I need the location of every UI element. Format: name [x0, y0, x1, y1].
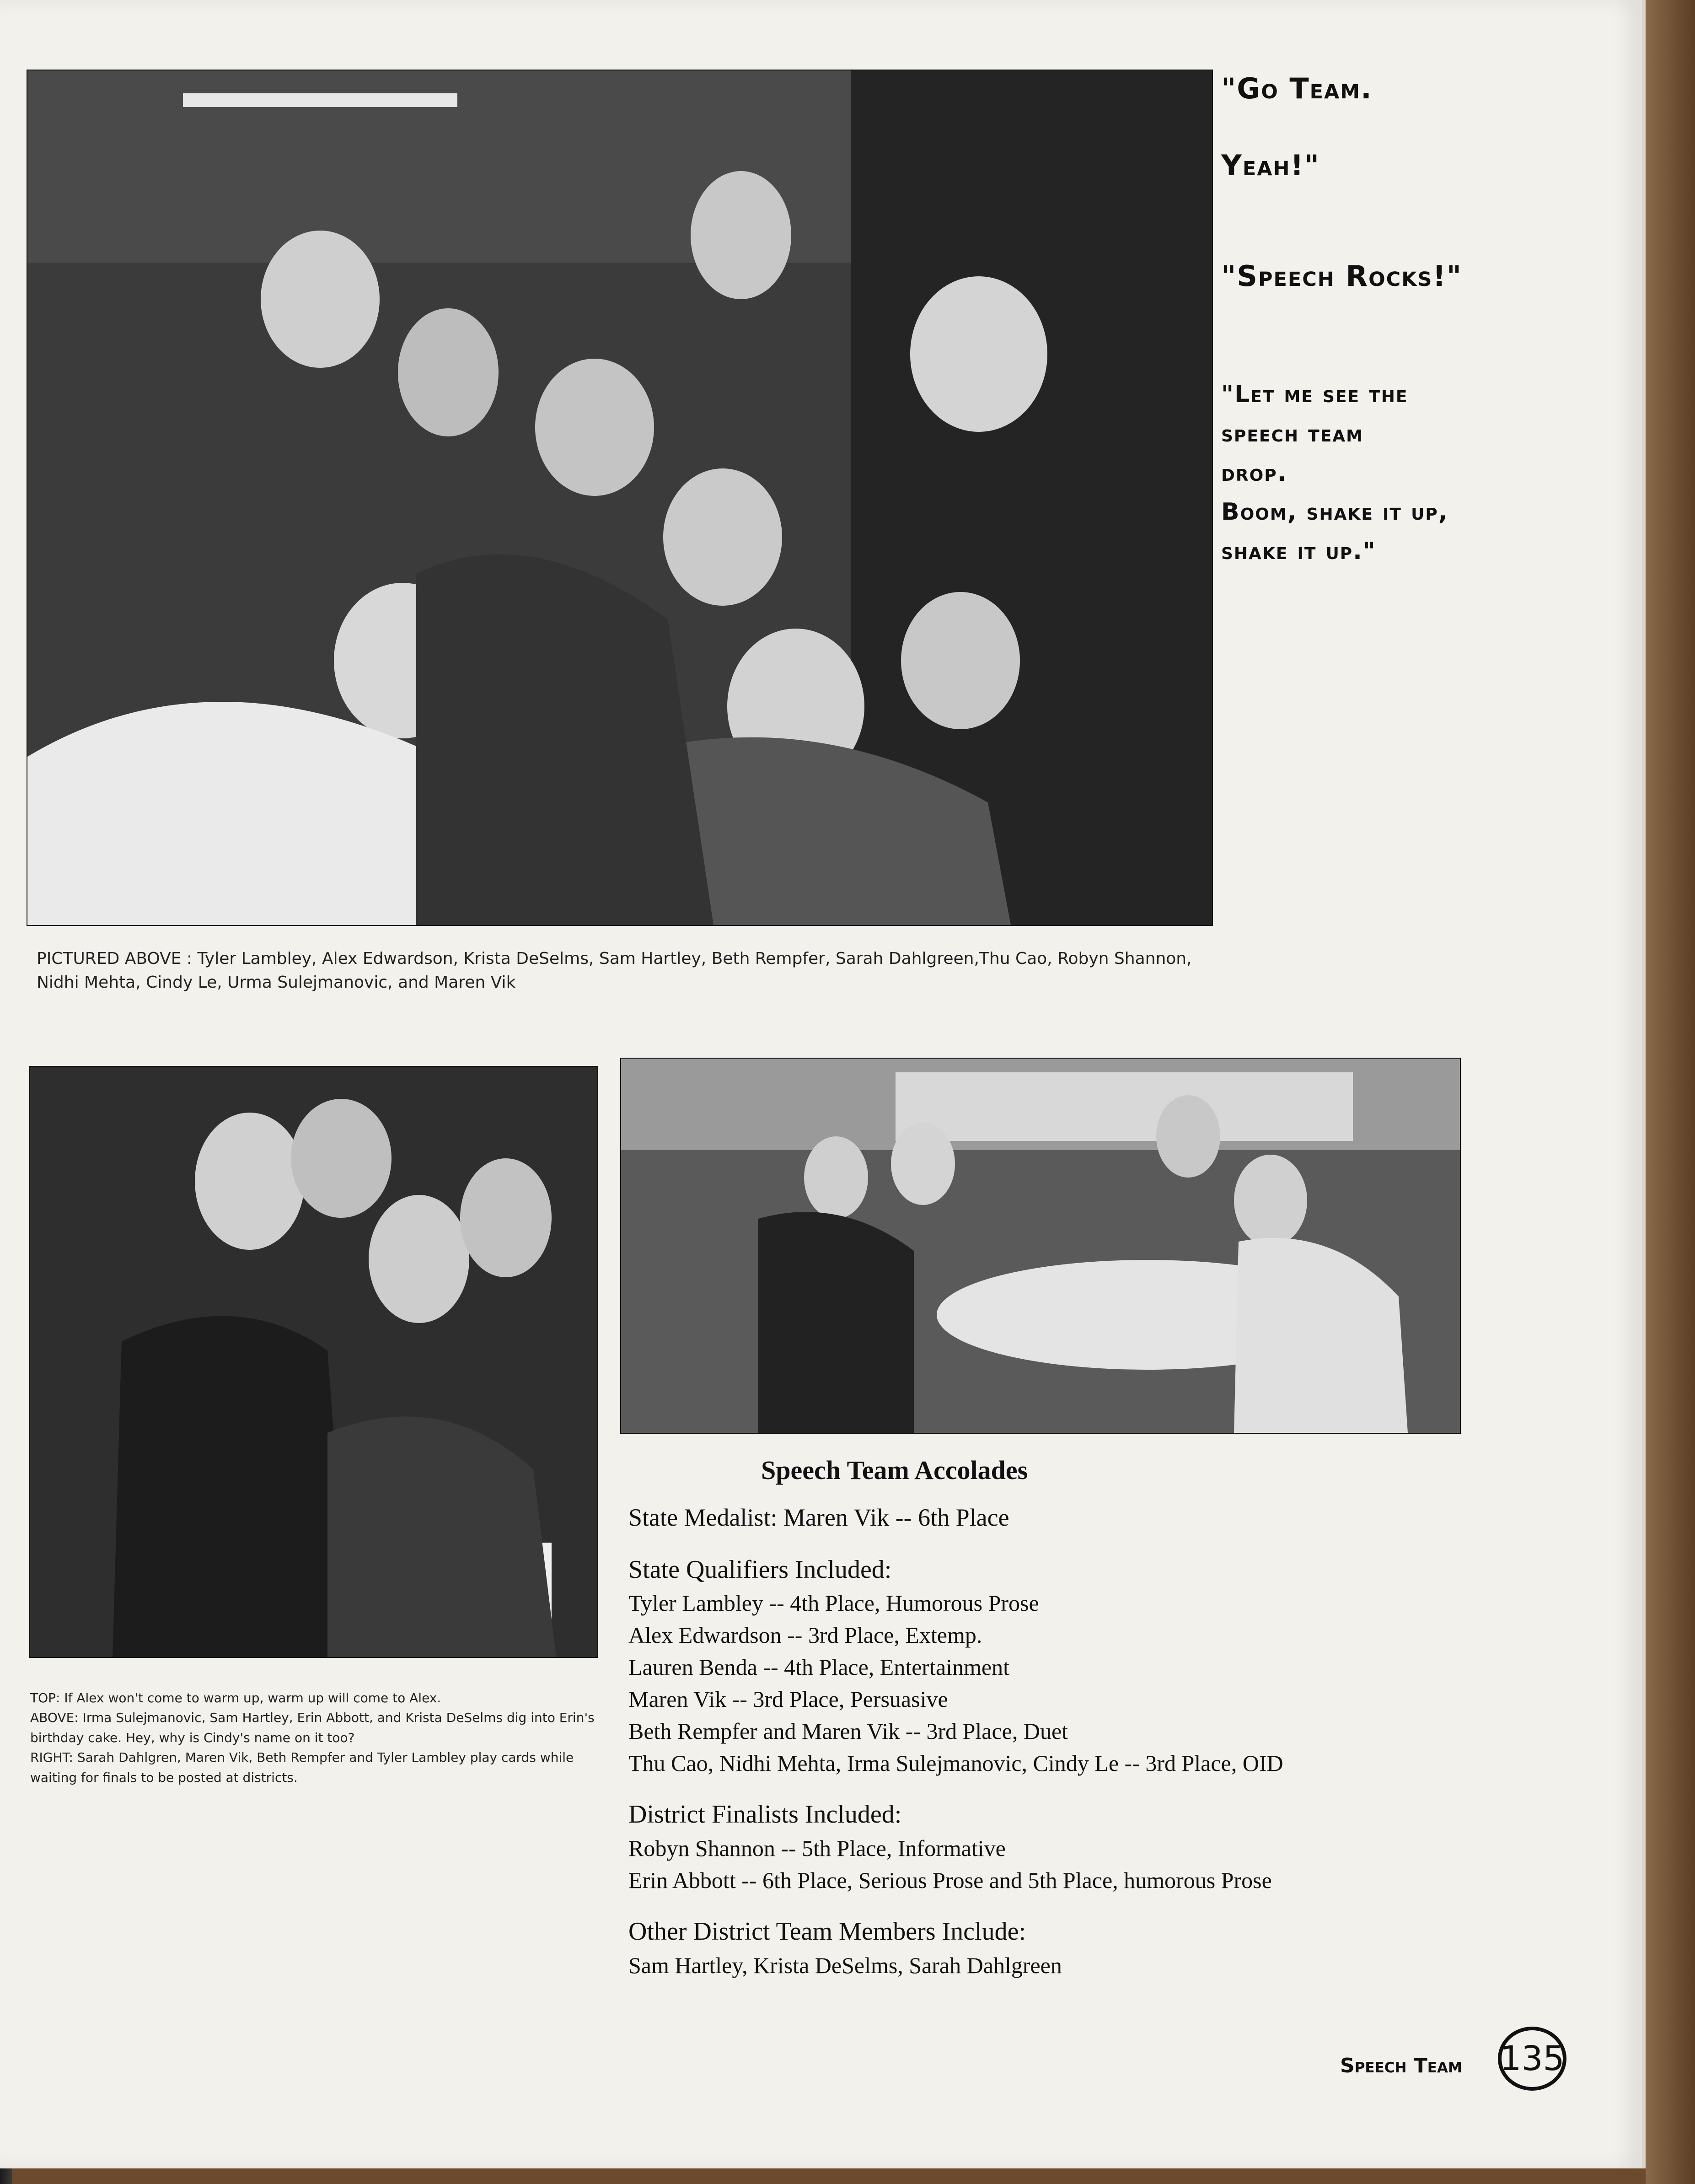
side-captions — [30, 1688, 602, 1787]
other-members-heading: Other District Team Members Include: — [628, 1917, 1026, 1946]
state-medalist: State Medalist: Maren Vik -- 6th Place — [628, 1504, 1009, 1531]
birthday-cake-photo — [29, 1066, 598, 1658]
list-item: Alex Edwardson -- 3rd Place, Extemp. — [628, 1622, 982, 1648]
accolades-section — [628, 1455, 1497, 1981]
quote-yeah: Yeah!" — [1221, 149, 1320, 182]
accolades-title: Speech Team Accolades — [761, 1455, 1028, 1485]
list-item: Thu Cao, Nidhi Mehta, Irma Sulejmanovic, Cindy Le -- 3rd Place, OID — [628, 1750, 1283, 1776]
quote-speech-rocks: "Speech Rocks!" — [1221, 259, 1463, 293]
list-item: Robyn Shannon -- 5th Place, Informative — [628, 1835, 1006, 1861]
other-members-list: Sam Hartley, Krista DeSelms, Sarah Dahlgreen — [628, 1952, 1062, 1978]
list-item: Erin Abbott -- 6th Place, Serious Prose and 5th Place, humorous Prose — [628, 1867, 1272, 1894]
caption-top: TOP: If Alex won't come to warm up, warm up will come to Alex. — [30, 1690, 441, 1705]
page-number: 135 — [1498, 2027, 1566, 2091]
quote-go-team: "Go Team. — [1221, 72, 1373, 105]
list-item: Tyler Lambley -- 4th Place, Humorous Prose — [628, 1590, 1039, 1616]
group-photo-caption: PICTURED ABOVE : Tyler Lambley, Alex Edwardson, Krista DeSelms, Sam Hartley, Beth Rempfer, Sarah Dahlgreen,Thu Cao, Robyn Shannon, Nidhi Mehta, Cindy Le, Urma Sulejmanovic, and Maren Vik — [37, 949, 1192, 992]
caption-right: RIGHT: Sarah Dahlgren, Maren Vik, Beth Rempfer and Tyler Lambley play cards while waiting for finals to be posted at districts. — [30, 1750, 574, 1785]
group-photo — [27, 70, 1213, 926]
state-qualifiers-heading: State Qualifiers Included: — [628, 1555, 892, 1584]
group-photo-image — [27, 70, 1212, 925]
list-item: Beth Rempfer and Maren Vik -- 3rd Place, Duet — [628, 1718, 1068, 1744]
book-edge — [1646, 0, 1695, 2184]
list-item: Lauren Benda -- 4th Place, Entertainment — [628, 1654, 1010, 1680]
card-game-photo — [620, 1058, 1461, 1434]
district-finalists-heading: District Finalists Included: — [628, 1800, 902, 1829]
list-item: Maren Vik -- 3rd Place, Persuasive — [628, 1686, 948, 1712]
caption-above: ABOVE: Irma Sulejmanovic, Sam Hartley, Erin Abbott, and Krista DeSelms dig into Erin's birthday cake. Hey, why is Cindy's name on it too? — [30, 1710, 595, 1745]
card-game-photo-image — [621, 1059, 1460, 1433]
quote-speech-team-drop: "Let me see the speech team drop. Boom, shake it up, shake it up." — [1221, 381, 1448, 565]
section-label: Speech Team — [1340, 2054, 1462, 2077]
birthday-cake-photo-image — [30, 1067, 597, 1657]
